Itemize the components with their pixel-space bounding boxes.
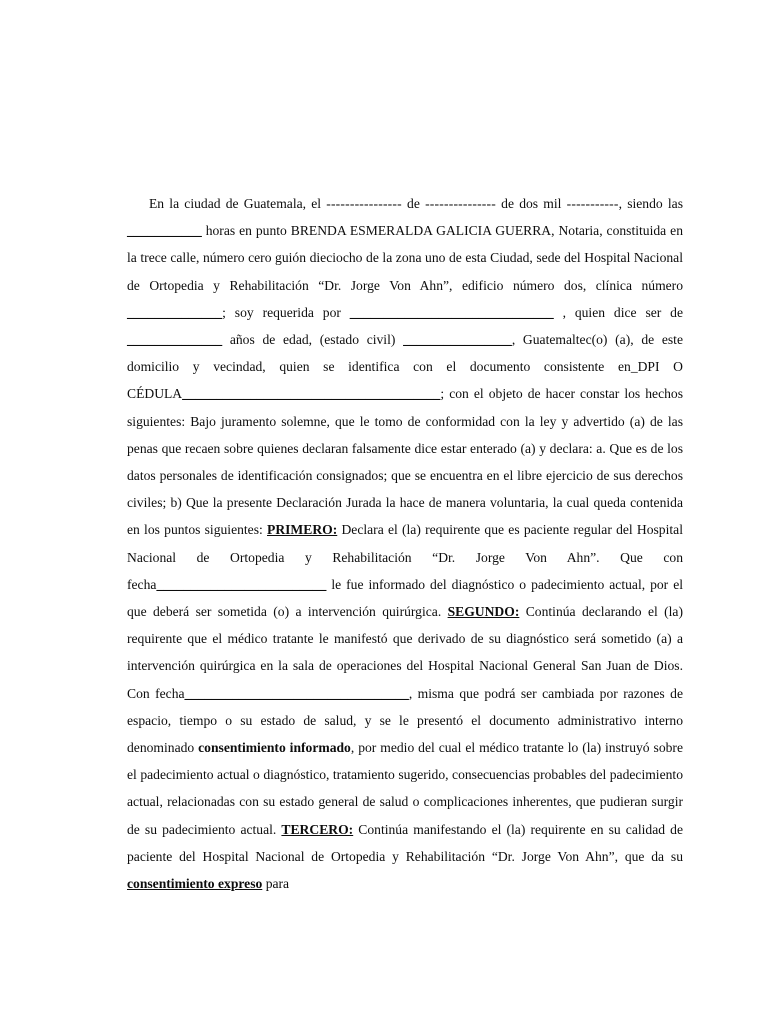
clause-segundo-text-1: Continúa declarando el (la) requirente que el médico tratante le manifestó que derivado de su diagnóstico será sometido (a) a intervención quirúrgica en la sala de operaciones del Hospital Nacional General San Juan de Dios. Con fecha: [127, 604, 683, 701]
blank-day-dashes[interactable]: ----------------: [326, 196, 402, 211]
clause-segundo-text-2: , misma que podrá ser cambiada por razones de espacio, tiempo o su estado de salud, y se le presentó el documento administrativo interno denominado: [127, 685, 683, 756]
blank-civil-status-field[interactable]: ________________: [403, 332, 512, 348]
clause-heading-primero: PRIMERO:: [267, 522, 338, 538]
document-text-body: [127, 190, 683, 897]
sworn-statement-text: ; con el objeto de hacer constar los hechos siguientes: Bajo juramento solemne, que le tomo de conformidad con la ley y advertido (a) de las penas que recaen sobre quienes declaran falsamente dice estar enterado (a) y declara: a. Que es de los datos personales de identificación consignados; que se encuentra en el libre ejercicio de sus derechos civiles; b) Que la presente Declaración Jurada la hace de manera voluntaria, la cual queda contenida en los puntos siguientes:: [127, 386, 683, 538]
blank-month-dashes[interactable]: ---------------: [425, 196, 496, 211]
blank-hour-field[interactable]: ___________: [127, 223, 202, 239]
term-consentimiento-expreso: consentimiento expreso: [127, 876, 263, 892]
identification-document-text: , Guatemaltec(o) (a), de este domicilio y vecindad, quien se identifica con el documento consistente en_DPI O CÉDULA: [127, 332, 683, 402]
declaration-paragraph: [127, 190, 683, 897]
blank-clinic-number-field[interactable]: ______________: [127, 304, 223, 320]
blank-requester-name-field[interactable]: ______________________________: [349, 304, 554, 320]
notary-name: BRENDA ESMERALDA GALICIA GUERRA: [290, 223, 552, 239]
blank-primero-date-field[interactable]: _________________________: [156, 576, 327, 592]
opening-connector-horas: horas en punto: [201, 223, 291, 239]
opening-connector-de-1: de: [401, 196, 426, 211]
clause-segundo-text-3: , por medio del cual el médico tratante lo (la) instruyó sobre el padecimiento actual o diagnóstico, tratamiento sugerido, consecuencias probables del padecimiento actual, relacionadas con su estado general de salud o complicaciones inherentes, que pudieran surgir de su padecimiento actual.: [127, 740, 683, 837]
clause-tercero-text-1: Continúa manifestando el (la) requirente en su calidad de paciente del Hospital Nacional de Ortopedia y Rehabilitación “Dr. Jorge Von Ahn”, que da su: [127, 821, 683, 864]
term-consentimiento-informado: consentimiento informado: [198, 740, 351, 756]
blank-dpi-cedula-field[interactable]: ______________________________________: [182, 386, 441, 402]
clause-heading-segundo: SEGUNDO:: [447, 604, 520, 620]
blank-segundo-date-field[interactable]: _________________________________: [184, 685, 409, 701]
clause-primero-text-1: Declara el (la) requirente que es paciente regular del Hospital Nacional de Ortopedia y Rehabilitación “Dr. Jorge Von Ahn”. Que con fecha: [127, 522, 683, 592]
opening-connector-quien-dice: , quien dice ser de: [553, 304, 683, 320]
blank-age-field[interactable]: ______________: [127, 332, 223, 348]
notary-address-text: , Notaria, constituida en la trece calle, número cero guión dieciocho de la zona uno de esta Ciudad, sede del Hospital Nacional de Ortopedia y Rehabilitación “Dr. Jorge Von Ahn”, edificio número dos, clínica número: [127, 223, 683, 293]
opening-connector-siendo-las: , siendo las: [618, 196, 683, 211]
clause-primero-text-2: le fue informado del diagnóstico o padecimiento actual, por el que deberá ser sometida (o) a intervención quirúrgica.: [127, 576, 683, 620]
opening-connector-requerida: ; soy requerida por: [222, 304, 350, 320]
opening-connector-dos-mil: de dos mil: [495, 196, 567, 211]
clause-heading-tercero: TERCERO:: [281, 821, 354, 837]
blank-year-dashes[interactable]: -----------: [566, 196, 619, 211]
opening-clause-text: En la ciudad de Guatemala, el: [149, 196, 327, 211]
clause-tercero-text-2: para: [262, 876, 290, 892]
opening-connector-estado-civil: años de edad, (estado civil): [222, 332, 404, 348]
